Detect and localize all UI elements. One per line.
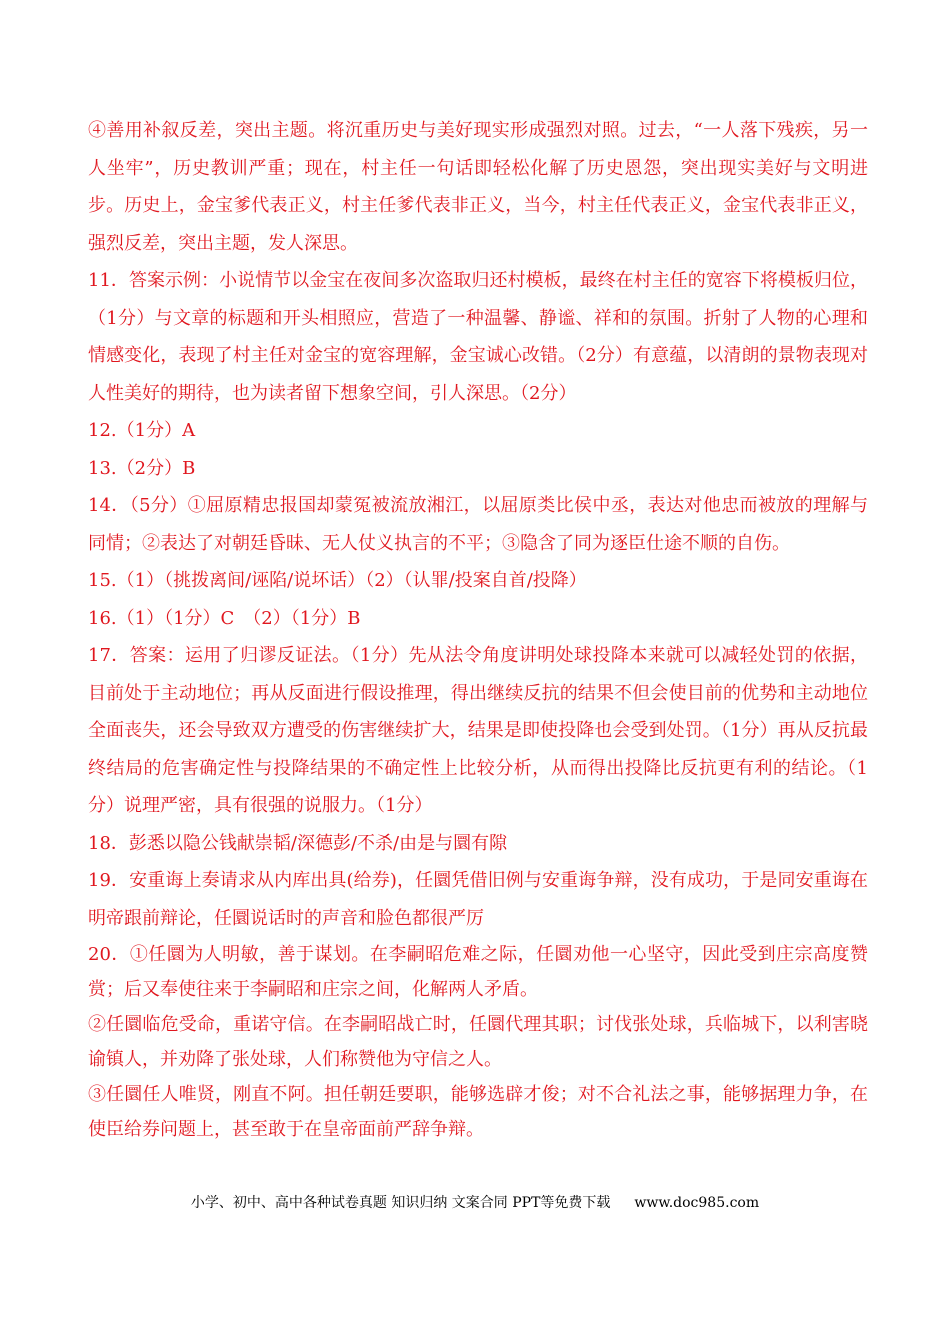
answer-paragraph-13: 13.（2分）B xyxy=(88,457,196,479)
answer-key-body xyxy=(88,112,868,1147)
answer-paragraph-20-point-2: ②任圜临危受命，重诺守信。在李嗣昭战亡时，任圜代理其职；讨伐张处球，兵临城下，以利害晓谕镇人，并劝降了张处球，人们称赞他为守信之人。 xyxy=(88,1014,868,1070)
answer-paragraph-15: 15.（1）（挑拨离间/诬陷/说坏话）（2）（认罪/投案自首/投降） xyxy=(88,570,587,591)
answer-paragraph-18: 18．彭悉以隐公钱献崇韬/深德彭/不杀/由是与圜有隙 xyxy=(88,832,508,854)
answer-paragraph-20-point-3: ③任圜任人唯贤，刚直不阿。担任朝廷要职，能够选辟才俊；对不合礼法之事，能够据理力争，在使臣给券问题上，甚至敢于在皇帝面前严辞争辩。 xyxy=(88,1084,868,1140)
answer-paragraph-12: 12.（1分）A xyxy=(88,420,196,441)
answer-paragraph-10-point-4: ④善用补叙反差，突出主题。将沉重历史与美好现实形成强烈对照。过去，“一人落下残疾，另一人坐牢”，历史教训严重；现在，村主任一句话即轻松化解了历史恩怨，突出现实美好与文明进步。历史上，金宝爹代表正义，村主任爹代表非正义，当今，村主任代表正义，金宝代表非正义，强烈反差，突出主题，发人深思。 xyxy=(88,120,868,254)
page-footer xyxy=(0,1192,950,1212)
answer-paragraph-11: 11．答案示例：小说情节以金宝在夜间多次盗取归还村模板，最终在村主任的宽容下将模板归位，（1分）与文章的标题和开头相照应，营造了一种温馨、静谧、祥和的氛围。折射了人物的心理和情感变化，表现了村主任对金宝的宽容理解，金宝诚心改错。（2分）有意蕴，以清朗的景物表现对人性美好的期待，也为读者留下想象空间，引人深思。（2分） xyxy=(88,270,868,404)
answer-paragraph-20-point-1: 20．①任圜为人明敏，善于谋划。在李嗣昭危难之际，任圜劝他一心坚守，因此受到庄宗高度赞赏；后又奉使往来于李嗣昭和庄宗之间，化解两人矛盾。 xyxy=(88,944,868,1000)
answer-paragraph-17: 17．答案：运用了归谬反证法。（1分）先从法令角度讲明处球投降本来就可以减轻处罚的依据，目前处于主动地位；再从反面进行假设推理，得出继续反抗的结果不但会使目前的优势和主动地位全面丧失，还会导致双方遭受的伤害继续扩大，结果是即使投降也会受到处罚。（1分）再从反抗最终结局的危害确定性与投降结果的不确定性上比较分析，从而得出投降比反抗更有利的结论。（1分）说理严密，具有很强的说服力。（1分） xyxy=(88,645,868,816)
answer-paragraph-14: 14．（5分）①屈原精忠报国却蒙冤被流放湘江，以屈原类比侯中丞，表达对他忠而被放的理解与同情；②表达了对朝廷昏昧、无人仗义执言的不平；③隐含了同为逐臣仕途不顺的自伤。 xyxy=(88,495,868,554)
answer-paragraph-19: 19．安重诲上奏请求从内库出具(给券)，任圜凭借旧例与安重诲争辩，没有成功，于是同安重诲在明帝跟前辩论，任圜说话时的声音和脸色都很严厉 xyxy=(88,870,868,929)
footer-url: www.doc985.com xyxy=(634,1195,760,1211)
answer-paragraph-16: 16.（1）（1分）C （2）（1分）B xyxy=(88,607,361,629)
footer-text: 小学、初中、高中各种试卷真题 知识归纳 文案合同 PPT等免费下载 xyxy=(190,1195,611,1211)
